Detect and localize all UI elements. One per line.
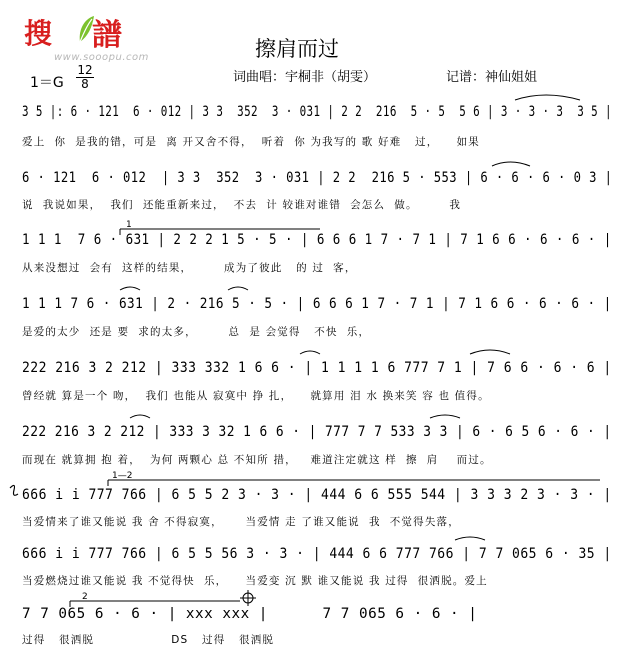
lyrics-line: 说 我说如果， 我们 还能重新来过， 不去 计 较谁对谁错 会怎么 做。 我 — [22, 199, 462, 211]
notes-line: 1 1 1 7 6 · 631 | 2 · 216 5 · 5 · | 6 6 6 1 7 · 7 1 | 7 1 6 6 · 6 · 6 · | — [22, 296, 612, 312]
logo-text-sou: 搜 — [24, 17, 54, 50]
slur — [300, 351, 320, 354]
slur — [455, 537, 485, 540]
slur — [492, 162, 530, 166]
slur — [515, 95, 580, 100]
notes-line: 222 216 3 2 212 | 333 3 32 1 6 6 · | 777 7 7 533 3 3 | 6 · 6 5 6 · 6 · | — [22, 424, 612, 440]
segno-sign-icon — [10, 485, 18, 495]
lyrics-line: 曾经就 算是一个 吻， 我们 也能从 寂寞中 挣 扎， 就算用 泪 水 换来笑 容 也 值得。 — [22, 390, 490, 402]
slur — [130, 415, 150, 418]
lyrics-line: 当爱燃烧过谁又能说 我 不觉得快 乐， 当爱变 沉 默 谁又能说 我 过得 很洒脱。爱上 — [22, 575, 488, 587]
notes-line: 6 · 121 6 · 012 | 3 3 352 3 · 031 | 2 2 216 5 · 553 | 6 · 6 · 6 · 0 3 | — [22, 170, 613, 186]
volta-label-1: 1 — [126, 220, 132, 230]
time-signature-top: 12 — [77, 63, 93, 77]
lyrics-line: 爱上 你 是我的错，可是 离 开又舍不得， 听着 你 为我写的 歌 好难 过， 如果 — [22, 136, 480, 148]
lyrics-line: 从来没想过 会有 这样的结果， 成为了彼此 的 过 客， — [22, 262, 357, 274]
key-signature: 1＝G — [30, 75, 64, 91]
slur — [120, 287, 140, 290]
lyrics-line: 是爱的太少 还是 要 求的太多， 总 是 会觉得 不快 乐， — [22, 326, 371, 338]
lyrics-line: 过得 很洒脱 DS 过得 很洒脱 — [22, 634, 275, 646]
volta-label-1-2: 1—2 — [112, 471, 133, 481]
lyrics-line: 当爱情来了谁又能说 我 舍 不得寂寞， 当爱情 走 了谁又能说 我 不觉得失落， — [22, 516, 460, 528]
lyrics-line: 而现在 就算拥 抱 着， 为何 两颗心 总 不知所 措， 难道注定就这 样 擦 肩 而过。 — [22, 454, 492, 466]
credits: 词曲唱：宇桐非（胡雯） — [233, 70, 377, 85]
song-title: 擦肩而过 — [255, 37, 339, 61]
volta-label-2: 2 — [82, 592, 88, 602]
notes-line: 666 i i 777 766 | 6 5 5 56 3 · 3 · | 444 6 6 777 766 | 7 7 065 6 · 35 | — [22, 546, 612, 562]
logo-text-pu: 譜 — [92, 18, 122, 53]
slur — [470, 350, 510, 354]
time-signature-bottom: 8 — [76, 77, 94, 91]
notes-line: 222 216 3 2 212 | 333 332 1 6 6 · | 1 1 1 1 6 777 7 1 | 7 6 6 · 6 · 6 | — [22, 360, 612, 376]
notes-line: 666 i i 777 766 | 6 5 5 2 3 · 3 · | 444 6 6 555 544 | 3 3 3 2 3 · 3 · | — [22, 487, 612, 503]
notes-line: 1 1 1 7 6 · 631 | 2 2 2 1 5 · 5 · | 6 6 6 1 7 · 7 1 | 7 1 6 6 · 6 · 6 · | — [22, 232, 612, 248]
notes-line: 3 5 |: 6 · 121 6 · 012 | 3 3 352 3 · 031 | 2 2 216 5 · 5 5 6 | 3 · 3 · 3 3 5 | — [22, 104, 612, 120]
logo-url: www.sooopu.com — [54, 52, 149, 63]
transcriber: 记谱：神仙姐姐 — [446, 70, 538, 85]
slur — [430, 415, 460, 418]
slur — [228, 287, 248, 290]
notes-line: 7 7 065 6 · 6 · | xxx xxx | 7 7 065 6 · 6 · | — [22, 606, 478, 622]
slurs — [120, 95, 580, 540]
coda-sign-icon — [240, 590, 256, 606]
